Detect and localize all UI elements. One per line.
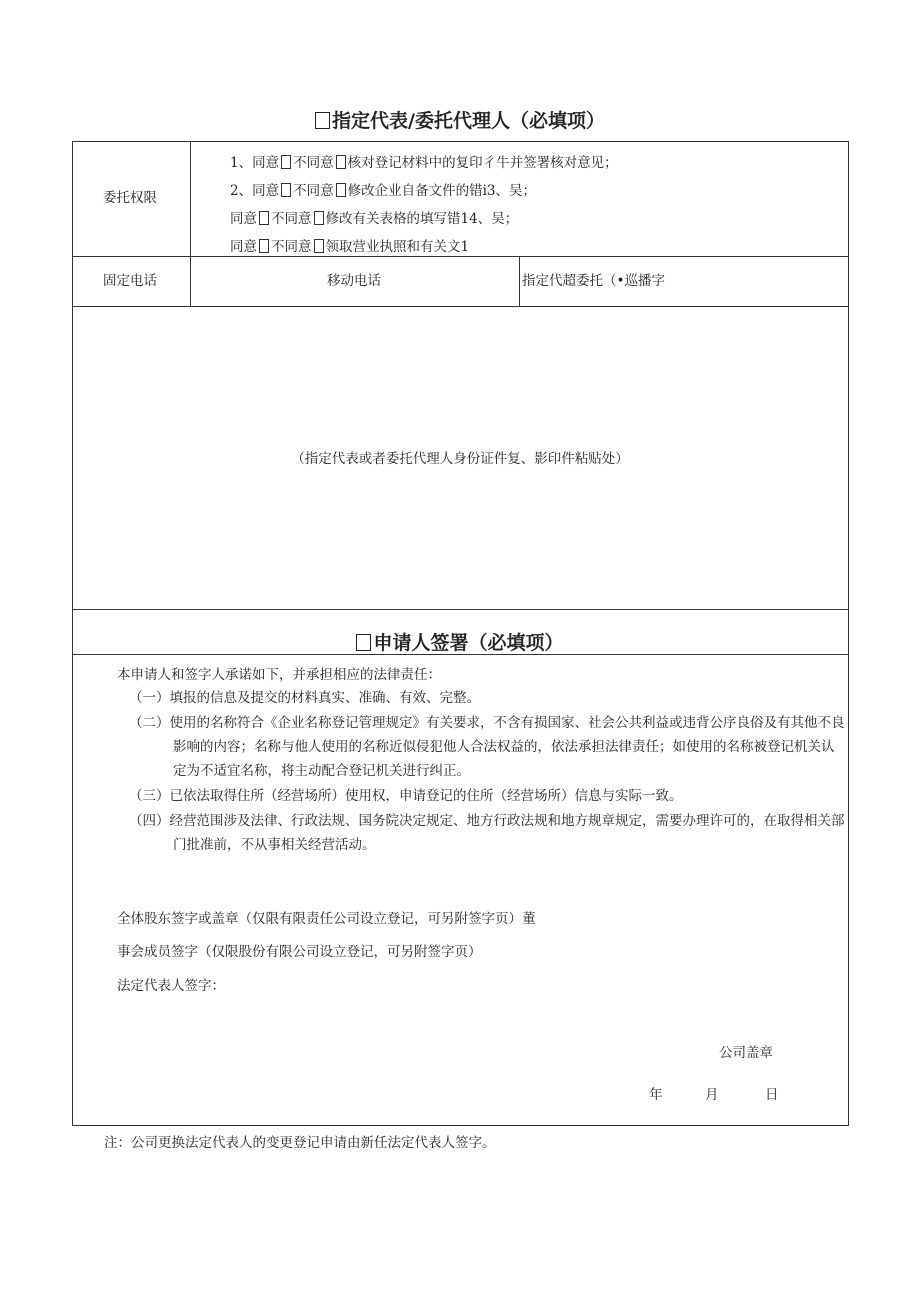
delegate-signature-label: 指定代超委托（•巡播字 <box>522 273 665 289</box>
shareholder-signature-line: 全体股东签字或盖章（仅限有限责任公司设立登记，可另附签字页）董 <box>117 911 536 927</box>
company-seal-label: 公司盖章 <box>719 1045 773 1061</box>
authority-line-3: 同意 不同意 修改有关表格的填写错14、吴； <box>230 211 519 227</box>
checkbox-icon[interactable] <box>314 211 324 225</box>
checkbox-icon[interactable] <box>281 155 291 169</box>
commitment-item-4: （四）经营范围涉及法律、行政法规、国务院决定规定、地方行政法规和地方规章规定，需要办理许可的，在取得相关部门批准前，不从事相关经营活动。 <box>129 813 845 853</box>
checkbox-icon[interactable] <box>336 183 346 197</box>
authority-line-2: 2、同意 不同意 修改企业自备文件的错i3、吴； <box>230 183 537 199</box>
checkbox-icon[interactable] <box>281 183 291 197</box>
row-divider <box>72 306 849 307</box>
mobile-label: 移动电话 <box>327 273 381 289</box>
commitment-item-1: （一）填报的信息及提交的材料真实、准确、有效、完整。 <box>129 690 480 706</box>
column-divider <box>190 141 191 306</box>
authority-line-1: 1、同意 不同意 核对登记材料中的复印彳牛并签署核对意见； <box>230 155 618 171</box>
checkbox-icon[interactable] <box>315 112 330 129</box>
date-day: 日 <box>765 1087 779 1103</box>
checkbox-icon[interactable] <box>336 155 346 169</box>
footnote: 注：公司更换法定代表人的变更登记申请由新任法定代表人签字。 <box>104 1135 496 1151</box>
authority-line-4: 同意 不同意 领取营业执照和有关文1 <box>230 239 470 255</box>
commitment-item-2: （二）使用的名称符合《企业名称登记管理规定》有关要求，不含有损国家、社会公共利益或违背公序良俗及有其他不良影响的内容；名称与他人使用的名称近似侵犯他人合法权益的，依法承担法律责任；如使用的名称被登记机关认定为不适宜名称，将主动配合登记机关进行纠正。 <box>129 715 845 779</box>
column-divider <box>519 256 520 306</box>
legal-rep-signature-line: 法定代表人签字： <box>117 978 225 994</box>
checkbox-icon[interactable] <box>259 239 269 253</box>
authority-label: 委托权限 <box>103 190 157 206</box>
id-paste-area: （指定代表或者委托代理人身份证件复、影印件粘贴处） <box>291 451 629 467</box>
commitment-intro: 本申请人和签字人承诺如下，并承担相应的法律责任： <box>117 667 441 683</box>
commitment-item-3: （三）已依法取得住所（经营场所）使用权，申请登记的住所（经营场所）信息与实际一致。 <box>129 788 683 804</box>
checkbox-icon[interactable] <box>259 211 269 225</box>
date-month: 月 <box>705 1087 719 1103</box>
checkbox-icon[interactable] <box>356 634 371 651</box>
landline-label: 固定电话 <box>103 273 157 289</box>
board-signature-line: 事会成员签字（仅限股份有限公司设立登记，可另附签字页） <box>117 944 482 960</box>
date-year: 年 <box>649 1087 663 1103</box>
row-divider <box>72 609 849 610</box>
checkbox-icon[interactable] <box>314 239 324 253</box>
delegate-section-title: 指定代表/委托代理人（必填项） <box>0 106 920 133</box>
applicant-section-title: 申请人签署（必填项） <box>0 628 920 655</box>
